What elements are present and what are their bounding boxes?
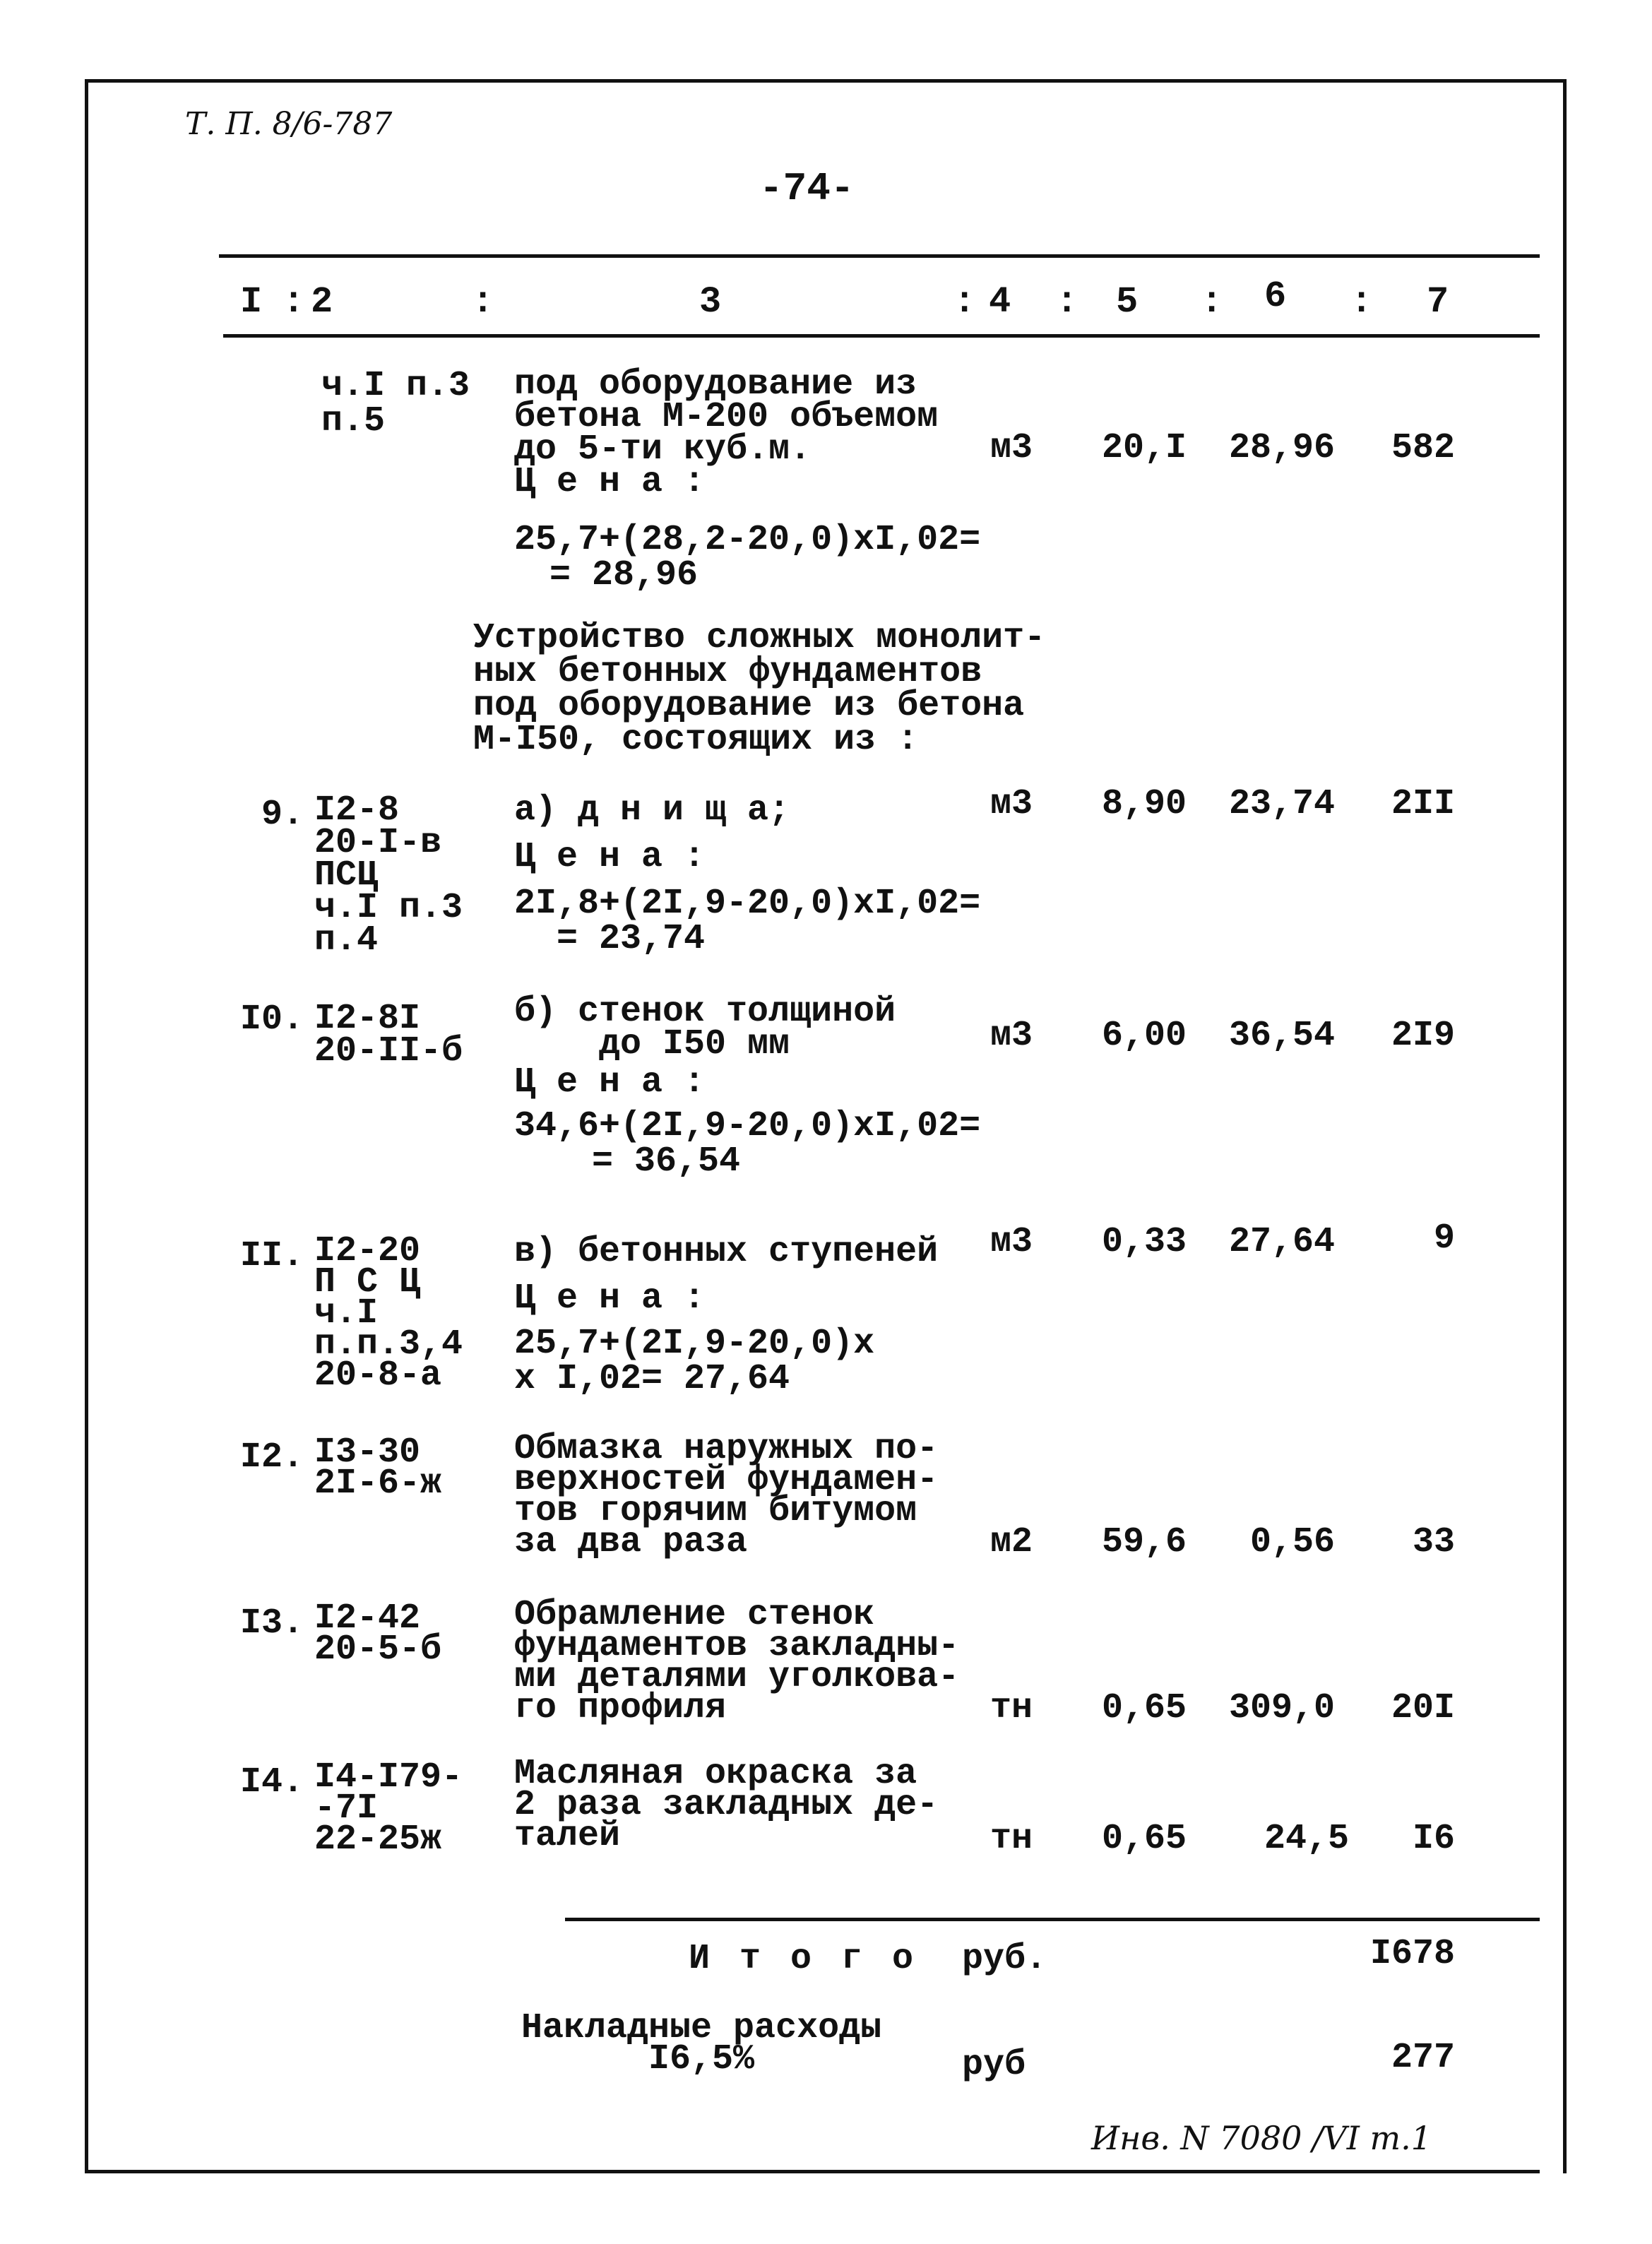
inventory-note: Инв. N 7080 /VI т.1 <box>1091 2119 1432 2157</box>
row-quantity: 59,6 <box>1101 1522 1187 1562</box>
row-codes: I2-42 20-5-б <box>314 1598 442 1670</box>
col-header-7: 7 <box>1427 281 1449 323</box>
page-frame-bottom <box>85 2170 1540 2173</box>
overhead-unit: руб <box>962 2045 1026 2085</box>
itogo-unit: руб. <box>962 1939 1047 1979</box>
row-quantity: 0,65 <box>1101 1688 1187 1728</box>
row-description: а) д н и щ а; Ц е н а : <box>514 790 790 877</box>
col-header-3: 3 <box>699 281 722 323</box>
row-total: 582 <box>1391 428 1455 468</box>
row-quantity: 8,90 <box>1101 784 1187 824</box>
col-header-2: 2 <box>311 281 333 323</box>
itogo-total: I678 <box>1369 1934 1455 1974</box>
row-unit: тн <box>990 1688 1033 1728</box>
col-sep: : <box>472 281 494 323</box>
row-quantity: 0,33 <box>1101 1222 1187 1262</box>
row-total: 9 <box>1433 1218 1455 1259</box>
row-quantity: 6,00 <box>1101 1016 1187 1056</box>
row-description: под оборудование из бетона М-200 объемом до 5-ти куб.м. Ц е н а : <box>514 364 939 502</box>
row-unit-price: 24,5 <box>1264 1819 1349 1859</box>
col-header-1: I <box>240 281 263 323</box>
row-unit-price: 28,96 <box>1228 428 1335 468</box>
row-total: 2II <box>1391 784 1455 824</box>
row-description: в) бетонных ступеней Ц е н а : <box>514 1232 939 1319</box>
row-number: II. <box>239 1236 304 1276</box>
header-top-rule <box>219 254 1540 258</box>
row-unit: м3 <box>990 1016 1033 1056</box>
row-unit-price: 27,64 <box>1228 1222 1335 1262</box>
row-price-formula: 34,6+(2I,9-20,0)xI,02= = 36,54 <box>514 1106 981 1182</box>
row-price-formula: 2I,8+(2I,9-20,0)xI,02= = 23,74 <box>514 884 981 959</box>
col-sep: : <box>1056 281 1078 323</box>
row-unit-price: 23,74 <box>1228 784 1335 824</box>
col-header-5: 5 <box>1116 281 1139 323</box>
row-unit: м2 <box>990 1522 1033 1562</box>
row-unit-price: 0,56 <box>1249 1522 1335 1562</box>
row-unit-price: 309,0 <box>1228 1688 1335 1728</box>
row-number: 9. <box>261 795 304 835</box>
page-number: -74- <box>759 166 855 211</box>
overhead-label: Накладные расходы I6,5% <box>521 2008 882 2079</box>
row-codes: I4-I79- -7I 22-25ж <box>314 1757 463 1860</box>
row-unit: м3 <box>990 428 1033 468</box>
row-number: I0. <box>239 999 304 1040</box>
row-codes: I2-8 20-I-в ПСЦ ч.I п.3 п.4 <box>314 790 463 961</box>
row-total: 33 <box>1412 1522 1455 1562</box>
row-description: Обрамление стенок фундаментов закладны- ми деталями уголкова- го профиля <box>514 1595 960 1728</box>
row-price-formula: 25,7+(28,2-20,0)xI,02= = 28,96 <box>514 520 981 595</box>
col-sep: : <box>1201 281 1223 323</box>
col-sep: : <box>1350 281 1373 323</box>
row-total: 20I <box>1391 1688 1455 1728</box>
totals-rule <box>565 1918 1540 1921</box>
document-reference: Т. П. 8/6-787 <box>185 106 393 142</box>
row-description: б) стенок толщиной до I50 мм Ц е н а : <box>514 992 896 1103</box>
row-unit-price: 36,54 <box>1228 1016 1335 1056</box>
row-unit: м3 <box>990 784 1033 824</box>
row-total: I6 <box>1412 1819 1455 1859</box>
row-unit: м3 <box>990 1222 1033 1262</box>
col-header-6: 6 <box>1264 275 1287 317</box>
row-description: Обмазка наружных по- верхностей фундамен- тов горячим битумом за два раза <box>514 1429 939 1562</box>
row-total: 2I9 <box>1391 1016 1455 1056</box>
row-price-formula: 25,7+(2I,9-20,0)x x I,02= 27,64 <box>514 1324 875 1399</box>
row-number: I4. <box>239 1762 304 1803</box>
row-quantity: 20,I <box>1101 428 1187 468</box>
col-sep: : <box>283 281 305 323</box>
overhead-total: 277 <box>1391 2038 1455 2078</box>
row-description: Масляная окраска за 2 раза закладных де- талей <box>514 1754 939 1856</box>
row-codes: I2-8I 20-II-б <box>314 999 463 1071</box>
section-heading-text: Устройство сложных монолит- ных бетонных фундаментов под оборудование из бетона М-I50, состоящих из : <box>473 618 1046 760</box>
row-codes: I2-20 П С Ц ч.I п.п.3,4 20-8-а <box>314 1231 463 1396</box>
row-unit: тн <box>990 1819 1033 1859</box>
row-codes: I3-30 2I-6-ж <box>314 1432 442 1504</box>
col-sep: : <box>953 281 976 323</box>
row-number: I2. <box>239 1437 304 1478</box>
row-quantity: 0,65 <box>1101 1819 1187 1859</box>
row-number: I3. <box>239 1603 304 1644</box>
header-bottom-rule <box>223 334 1540 338</box>
itogo-label: И т о г о <box>689 1939 918 1979</box>
row-codes: ч.I п.3 п.5 <box>321 366 470 441</box>
col-header-4: 4 <box>989 281 1011 323</box>
